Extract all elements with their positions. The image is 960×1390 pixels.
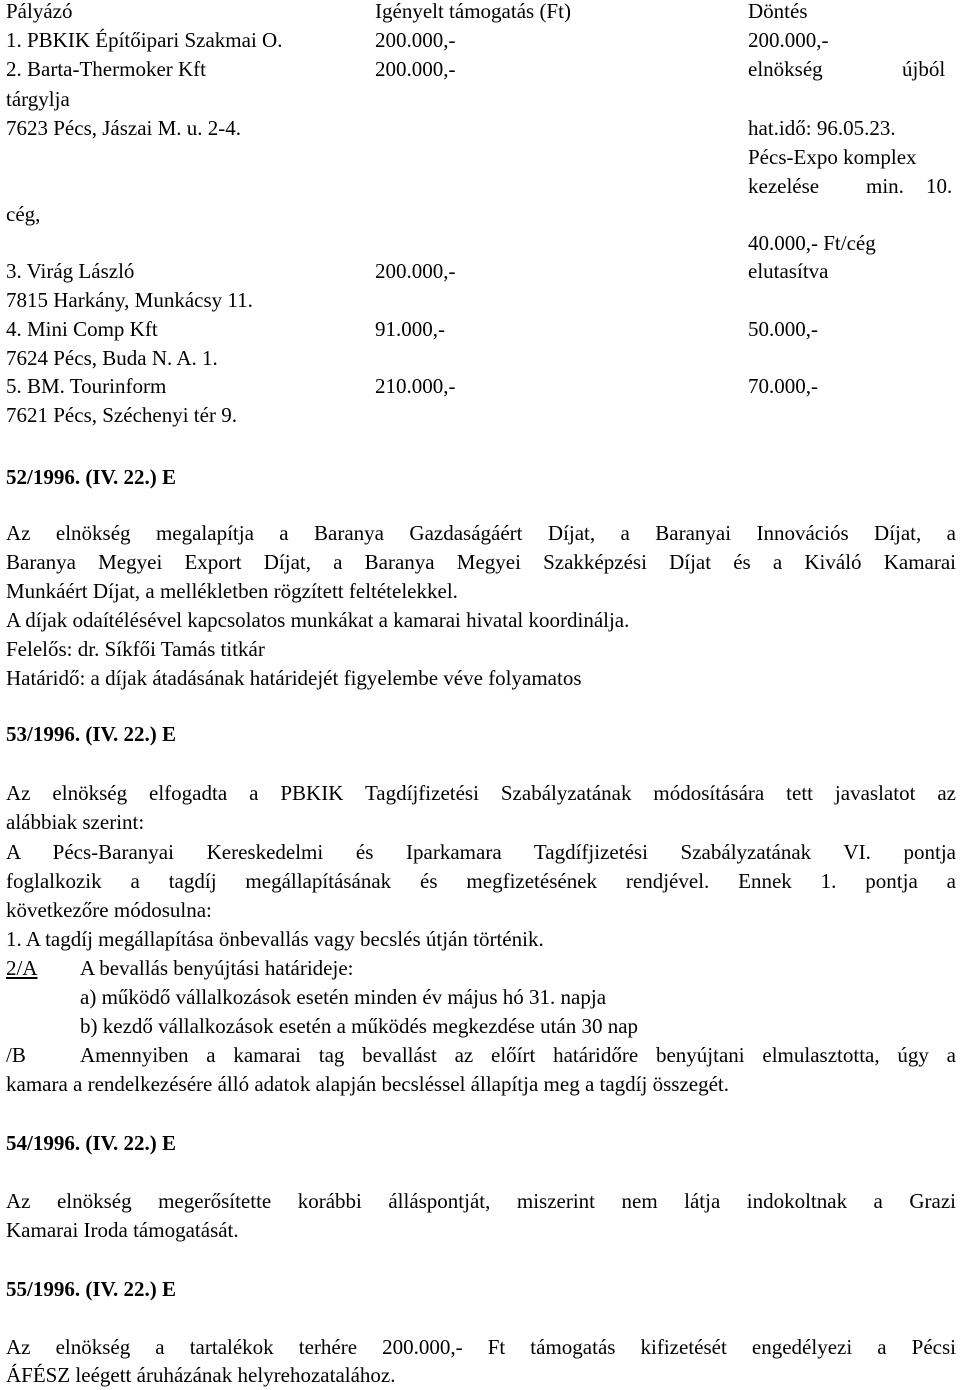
paragraph-line: Baranya Megyei Export Díjat, a Baranya Megyei Szakképzési Díjat és a Kiváló Kamarai <box>6 550 956 574</box>
paragraph-line: Munkáért Díjat, a mellékletben rögzített feltételekkel. <box>6 579 458 603</box>
paragraph-line: A Pécs-Baranyai Kereskedelmi és Iparkamara Tagdífjizetési Szabályzatának VI. pontja <box>6 840 956 864</box>
paragraph-line: Az elnökség elfogadta a PBKIK Tagdíjfizetési Szabályzatának módosítására tett javaslatot az <box>6 781 956 805</box>
row1-decision: 200.000,- <box>748 28 829 52</box>
row1-requested: 200.000,- <box>375 28 456 52</box>
row2-decision-a: elnökség <box>748 57 823 81</box>
row2-applicant-cont: tárgylja <box>6 87 70 111</box>
paragraph-line: Az elnökség a tartalékok terhére 200.000,- Ft támogatás kifizetését engedélyezi a Pécsi <box>6 1335 956 1359</box>
row5-address: 7621 Pécs, Széchenyi tér 9. <box>6 403 237 427</box>
paragraph-line: foglalkozik a tagdíj megállapításának és megfizetésének rendjével. Ennek 1. pontja a <box>6 869 956 893</box>
row2-decision-c: hat.idő: 96.05.23. <box>748 116 896 140</box>
row2-decision-e2: min. <box>866 174 904 198</box>
paragraph-line: Az elnökség megalapítja a Baranya Gazdaságáért Díjat, a Baranyai Innovációs Díjat, a <box>6 521 956 545</box>
row4-applicant: 4. Mini Comp Kft <box>6 317 158 341</box>
resolution-heading: 54/1996. (IV. 22.) E <box>6 1131 176 1155</box>
rule-item-b-cont: kamara a rendelkezésére álló adatok alapján becsléssel állapítja meg a tagdíj összegét. <box>6 1072 729 1096</box>
row2-decision-f: 40.000,- Ft/cég <box>748 231 876 255</box>
paragraph-line: következőre módosulna: <box>6 898 212 922</box>
paragraph-line: ÁFÉSZ leégett áruházának helyrehozatalához. <box>6 1363 396 1387</box>
rule-label-2a: 2/A <box>6 956 38 980</box>
row4-requested: 91.000,- <box>375 317 445 341</box>
rule-item-1: 1. A tagdíj megállapítása önbevallás vagy becslés útján történik. <box>6 927 544 951</box>
paragraph-line: alábbiak szerint: <box>6 810 145 834</box>
row2-address: 7623 Pécs, Jászai M. u. 2-4. <box>6 116 242 140</box>
deadline-line: Határidő: a díjak átadásának határidejét figyelembe véve folyamatos <box>6 666 582 690</box>
row2-applicant: 2. Barta-Thermoker Kft <box>6 57 207 81</box>
row2-requested: 200.000,- <box>375 57 456 81</box>
row5-applicant: 5. BM. Tourinform <box>6 374 167 398</box>
header-decision: Döntés <box>748 0 808 23</box>
row5-decision: 70.000,- <box>748 374 818 398</box>
rule-label-b: /B <box>6 1043 26 1067</box>
row3-decision: elutasítva <box>748 259 829 283</box>
coordination-line: A díjak odaítélésével kapcsolatos munkákat a kamarai hivatal koordinálja. <box>6 608 630 632</box>
row5-requested: 210.000,- <box>375 374 456 398</box>
row2-decision-e3: 10. <box>926 174 953 198</box>
rule-item-2a: A bevallás benyújtási határideje: <box>80 956 354 980</box>
responsible-line: Felelős: dr. Síkfői Tamás titkár <box>6 637 265 661</box>
header-applicant: Pályázó <box>6 0 73 23</box>
row2-decision-b: újból <box>902 57 946 81</box>
row1-applicant: 1. PBKIK Építőipari Szakmai O. <box>6 28 283 52</box>
paragraph-line: Az elnökség megerősítette korábbi álláspontját, miszerint nem látja indokoltnak a Grazi <box>6 1189 956 1213</box>
row3-applicant: 3. Virág László <box>6 259 135 283</box>
resolution-heading: 55/1996. (IV. 22.) E <box>6 1277 176 1301</box>
header-requested: Igényelt támogatás (Ft) <box>375 0 571 23</box>
paragraph-line: Kamarai Iroda támogatását. <box>6 1218 239 1242</box>
row3-requested: 200.000,- <box>375 259 456 283</box>
resolution-heading: 52/1996. (IV. 22.) E <box>6 465 176 489</box>
rule-item-2a-b: b) kezdő vállalkozások esetén a működés megkezdése után 30 nap <box>80 1014 639 1038</box>
row2-decision-d: Pécs-Expo komplex <box>748 145 917 169</box>
resolution-heading: 53/1996. (IV. 22.) E <box>6 722 176 746</box>
row4-address: 7624 Pécs, Buda N. A. 1. <box>6 346 218 370</box>
row3-address: 7815 Harkány, Munkácsy 11. <box>6 288 253 312</box>
row4-decision: 50.000,- <box>748 317 818 341</box>
row2-decision-e1: kezelése <box>748 174 820 198</box>
row2-applicant-cont2: cég, <box>6 202 41 226</box>
rule-item-2a-a: a) működő vállalkozások esetén minden év május hó 31. napja <box>80 985 607 1009</box>
rule-item-b: Amennyiben a kamarai tag bevallást az előírt határidőre benyújtani elmulasztotta, úgy a <box>80 1043 956 1067</box>
